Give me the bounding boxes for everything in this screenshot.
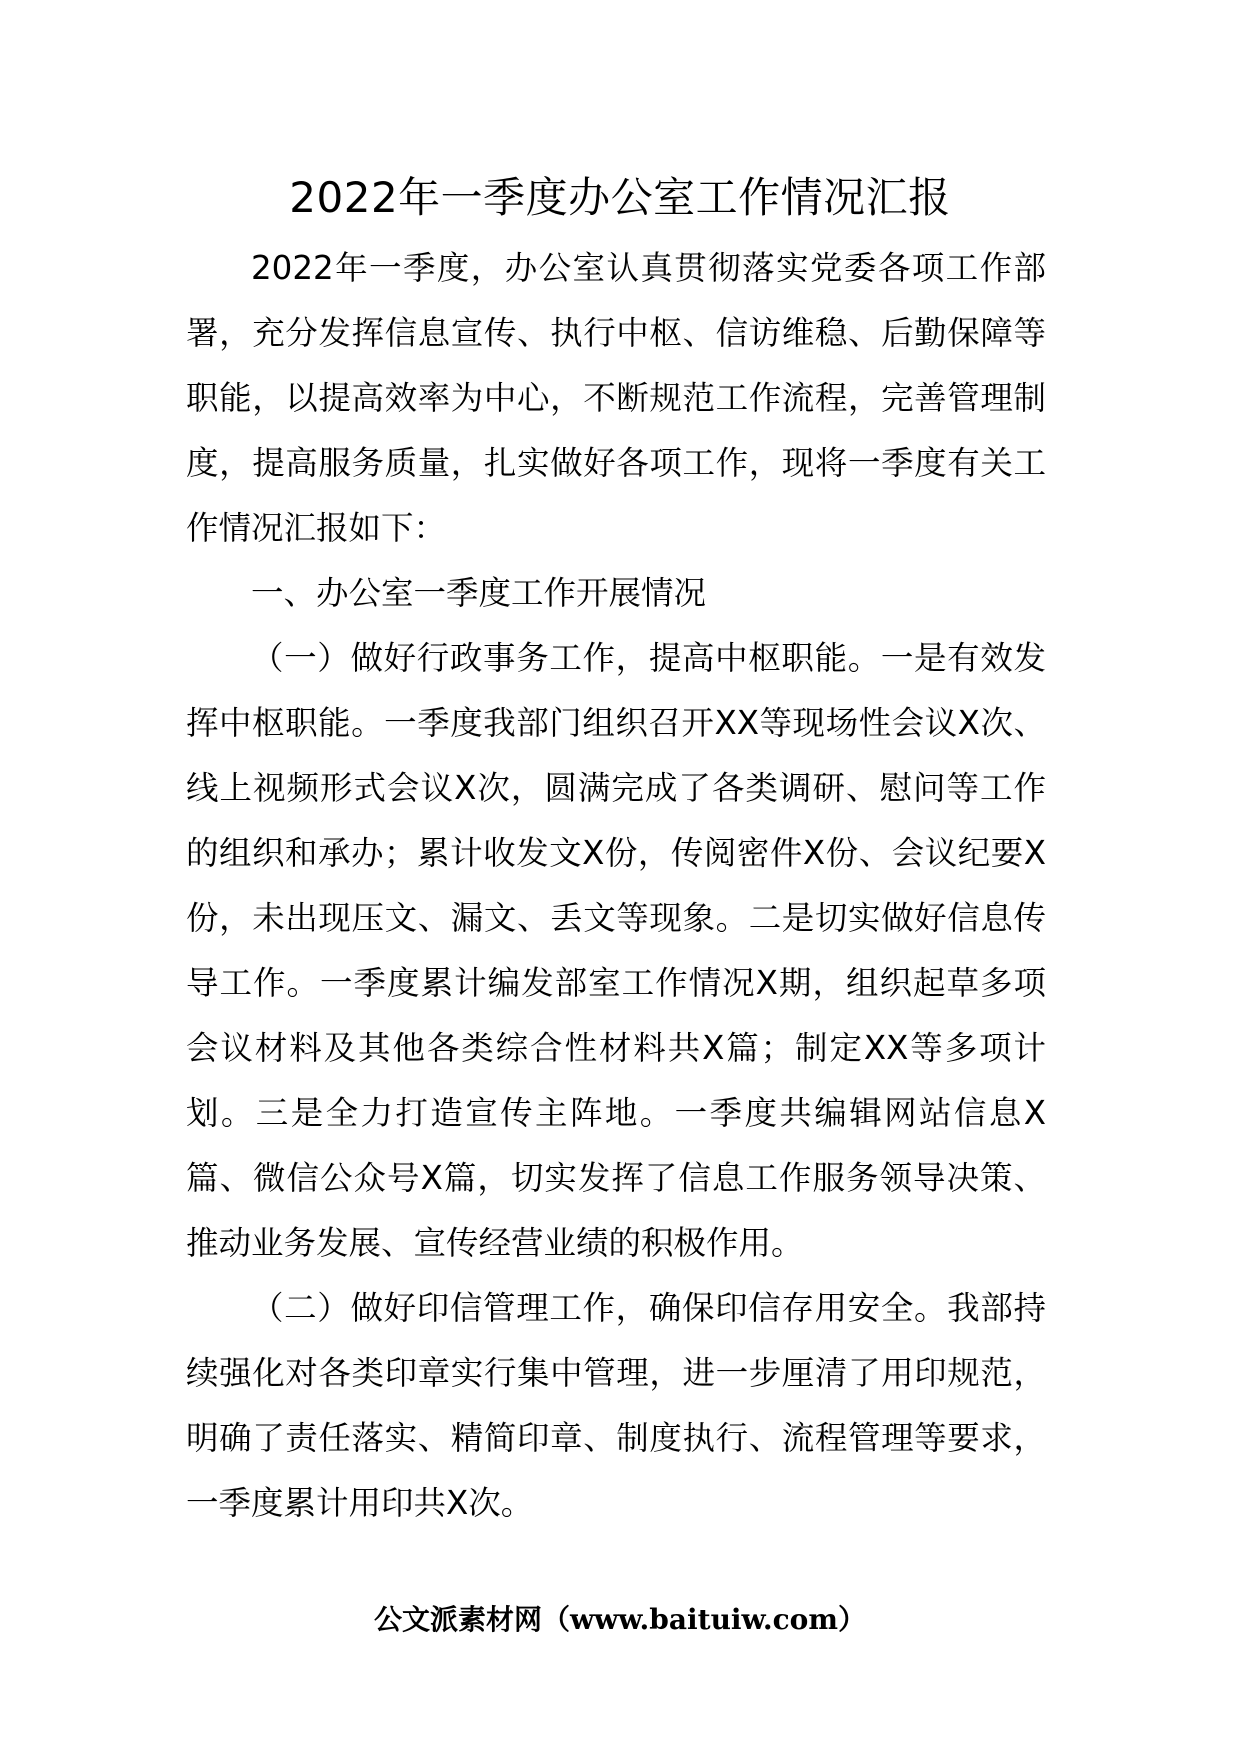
document-body: [186, 236, 1046, 1536]
subsection-paragraph-2: （二）做好印信管理工作，确保印信存用安全。我部持续强化对各类印章实行集中管理，进一步厘清了用印规范，明确了责任落实、精简印章、制度执行、流程管理等要求，一季度累计用印共X次。: [186, 1289, 1046, 1522]
subsection-paragraph-1: （一）做好行政事务工作，提高中枢职能。一是有效发挥中枢职能。一季度我部门组织召开XX等现场性会议X次、线上视频形式会议X次，圆满完成了各类调研、慰问等工作的组织和承办；累计收发文X份，传阅密件X份、会议纪要X份，未出现压文、漏文、丢文等现象。二是切实做好信息传导工作。一季度累计编发部室工作情况X期，组织起草多项会议材料及其他各类综合性材料共X篇；制定XX等多项计划。三是全力打造宣传主阵地。一季度共编辑网站信息X篇、微信公众号X篇，切实发挥了信息工作服务领导决策、推动业务发展、宣传经营业绩的积极作用。: [186, 639, 1046, 1262]
section-heading: 一、办公室一季度工作开展情况: [251, 574, 707, 612]
intro-paragraph: 2022年一季度，办公室认真贯彻落实党委各项工作部署，充分发挥信息宣传、执行中枢、信访维稳、后勤保障等职能，以提高效率为中心，不断规范工作流程，完善管理制度，提高服务质量，扎实做好各项工作，现将一季度有关工作情况汇报如下：: [186, 249, 1046, 547]
document-title: 2022年一季度办公室工作情况汇报: [289, 173, 951, 222]
source-watermark: 公文派素材网（www.baituiw.com）: [374, 1603, 866, 1636]
